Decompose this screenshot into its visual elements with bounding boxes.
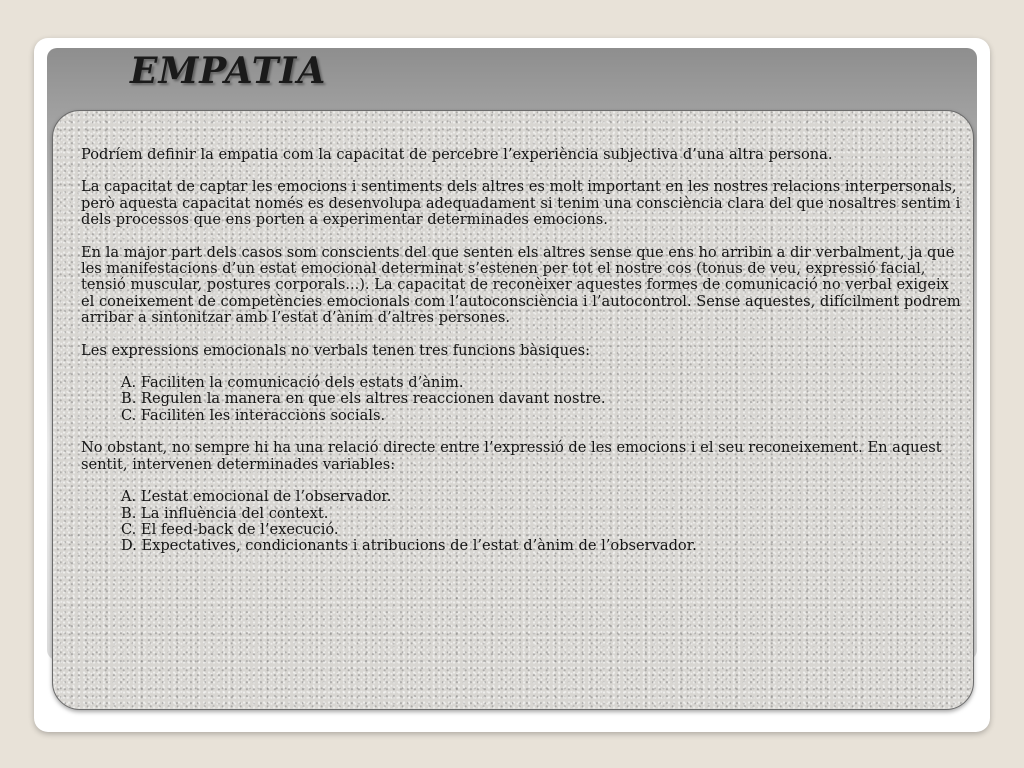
list-item: B. La influència del context. xyxy=(121,504,329,522)
paragraph-nonverbal: En la major part dels casos som conscients del que senten els altres sense que ens ho arribin a dir verbalment, ja que les manifestacions d’un estat emocional determinat s’estenen per tot el nostre cos (tonus de veu, expressió facial, tensió muscular, postures corporals...). La capacitat de reconèixer aquestes formes de comunicació no verbal exigeix el coneixement de competències emocionals com l’autoconsciència i l’autocontrol. Sense aquestes, difícilment podrem arribar a sintonitzar amb l’estat d’ànim d’altres persones. xyxy=(81,243,961,327)
content-panel xyxy=(52,110,974,710)
list-item: B. Regulen la manera en que els altres reaccionen davant nostre. xyxy=(121,390,606,408)
paragraph-functions-intro: Les expressions emocionals no verbals tenen tres funcions bàsiques: xyxy=(81,341,591,359)
functions-list xyxy=(81,375,961,424)
list-item: C. El feed-back de l’execució. xyxy=(121,520,339,538)
paragraph-importance: La capacitat de captar les emocions i sentiments dels altres es molt important en les nostres relacions interpersonals, però aquesta capacitat només es desenvolupa adequadament si tenim una consciència clara del que nosaltres sentim i dels processos que ens porten a experimentar determinades emocions. xyxy=(81,178,961,229)
paragraph-variables-intro: No obstant, no sempre hi ha una relació directe entre l’expressió de les emocions i el seu reconeixement. En aquest sentit, intervenen determinades variables: xyxy=(81,439,942,473)
paragraph-definition: Podríem definir la empatia com la capacitat de percebre l’experiència subjectiva d’una altra persona. xyxy=(81,146,833,163)
variables-list xyxy=(81,489,961,555)
slide-title: EMPATIA xyxy=(130,50,327,92)
body-text xyxy=(81,147,961,555)
list-item: A. Faciliten la comunicació dels estats d’ànim. xyxy=(121,374,464,392)
list-item: A. L’estat emocional de l’observador. xyxy=(121,488,392,506)
list-item: C. Faciliten les interaccions socials. xyxy=(121,406,386,424)
list-item: D. Expectatives, condicionants i atribucions de l’estat d’ànim de l’observador. xyxy=(121,537,697,555)
